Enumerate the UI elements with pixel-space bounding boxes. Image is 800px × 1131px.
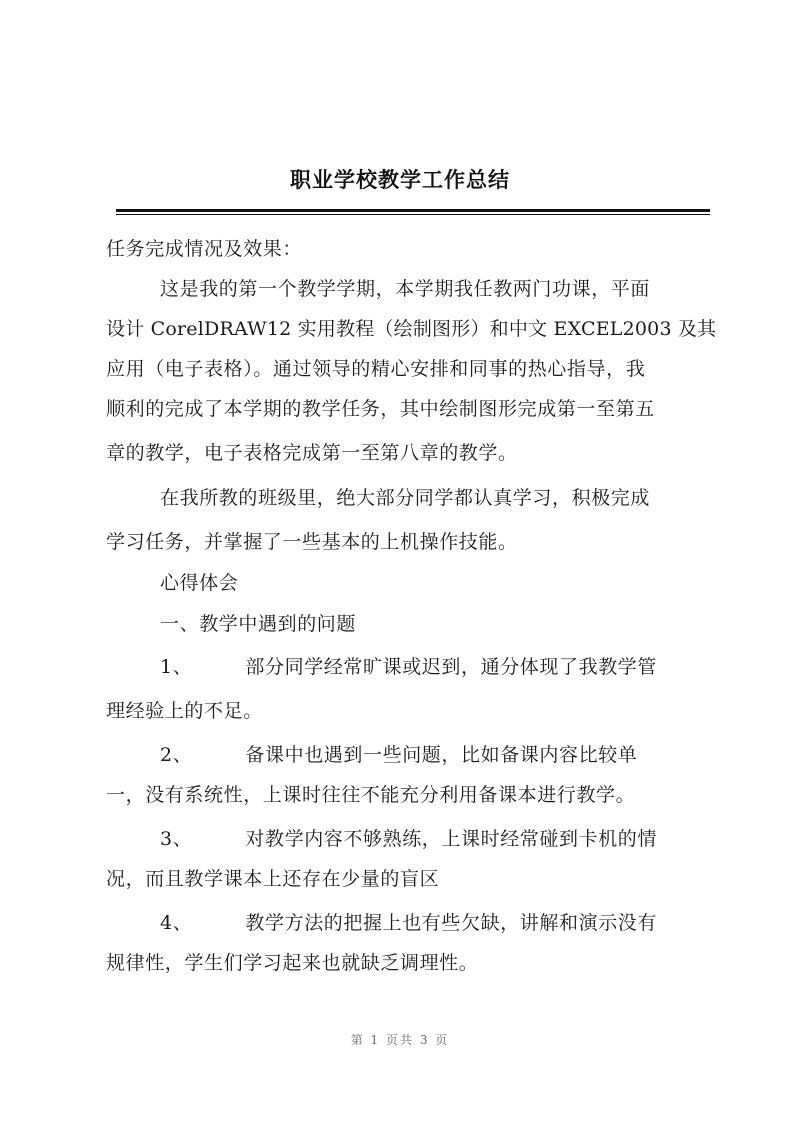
section-heading: 一、教学中遇到的问题	[160, 613, 357, 635]
body-line: 学习任务，并掌握了一些基本的上机操作技能。	[106, 531, 518, 553]
page-number-footer: 第 1 页共 3 页	[350, 1033, 450, 1047]
body-line: 章的教学，电子表格完成第一至第八章的教学。	[106, 442, 518, 464]
body-line: 设计 CorelDRAW12 实用教程（绘制图形）和中文 EXCEL2003 及其	[106, 318, 717, 340]
body-line: 理经验上的不足。	[106, 700, 263, 722]
body-line: 规律性，学生们学习起来也就缺乏调理性。	[106, 952, 479, 974]
title-rule-thick	[116, 209, 710, 212]
list-item: 4、 教学方法的把握上也有些欠缺，讲解和演示没有	[160, 912, 658, 934]
body-line: 应用（电子表格）。通过领导的精心安排和同事的热心指导，我	[106, 358, 646, 380]
body-line: 在我所教的班级里，绝大部分同学都认真学习，积极完成	[160, 487, 651, 509]
list-item: 1、 部分同学经常旷课或迟到，通分体现了我教学管	[160, 656, 658, 678]
body-line: 一，没有系统性，上课时往往不能充分利用备课本进行教学。	[106, 784, 636, 806]
list-item: 2、 备课中也遇到一些问题，比如备课内容比较单	[160, 744, 638, 766]
body-line: 任务完成情况及效果：	[106, 238, 303, 260]
body-line: 这是我的第一个教学学期，本学期我任教两门功课，平面	[160, 278, 651, 300]
body-line: 况，而且教学课本上还存在少量的盲区	[106, 868, 440, 890]
document-title: 职业学校教学工作总结	[290, 168, 510, 192]
title-rule-thin	[116, 214, 710, 215]
body-line: 顺利的完成了本学期的教学任务，其中绘制图形完成第一至第五	[106, 398, 655, 420]
section-heading: 心得体会	[160, 572, 239, 594]
list-item: 3、 对教学内容不够熟练，上课时经常碰到卡机的情	[160, 828, 658, 850]
